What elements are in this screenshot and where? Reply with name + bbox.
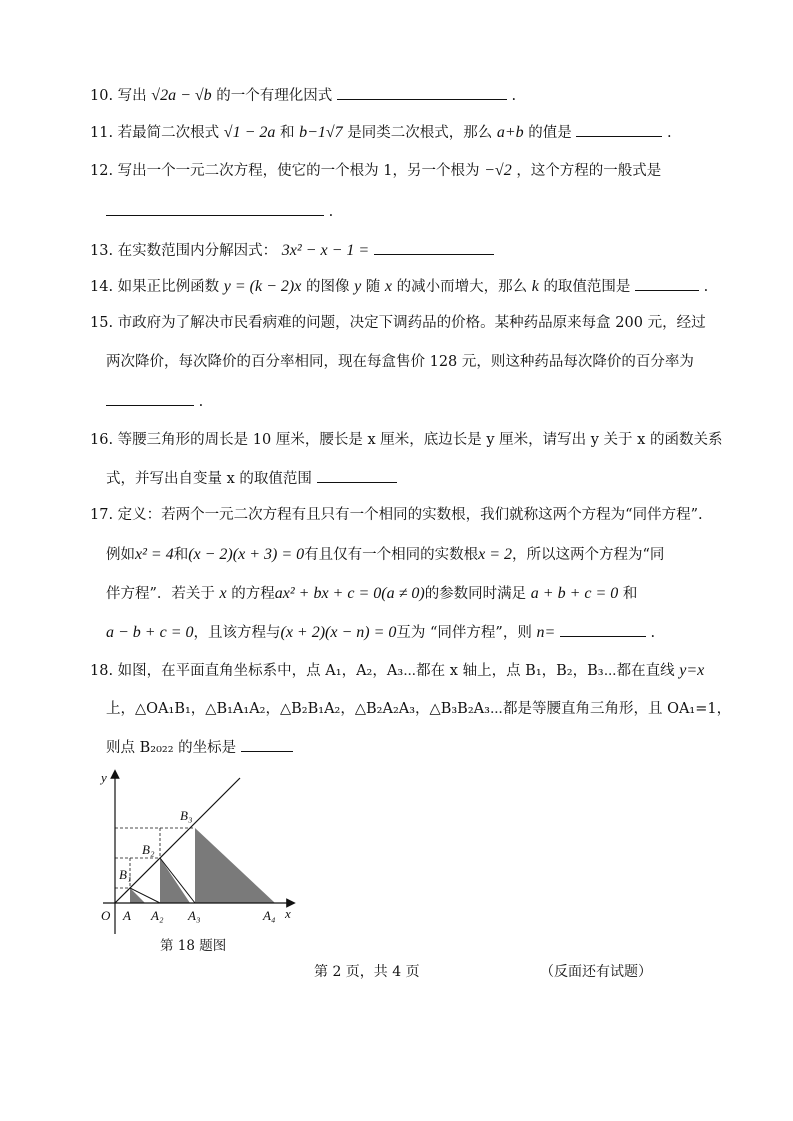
page-number: 第 2 页，共 4 页 <box>314 964 420 980</box>
question-12-line-2: . <box>106 201 703 222</box>
question-number: 13. <box>90 243 114 259</box>
label-a4: A₄ <box>263 908 276 923</box>
label-b3: B₃ <box>180 808 193 823</box>
question-10: 10. 写出 √2a − √b 的一个有理化因式 . <box>90 87 517 104</box>
question-15-line-2: 两次降价，每次降价的百分率相同，现在每盒售价 128 元，则这种药品每次降价的百分率为 <box>106 354 694 370</box>
figure-caption: 第 18 题图 <box>160 938 227 954</box>
question-number: 18. <box>90 663 114 679</box>
question-18: 18. 如图，在平面直角坐标系中，点 A₁，A₂，A₃⋯都在 x 轴上，点 B₁，B₂，B₃⋯都在直线 y=x <box>90 662 705 679</box>
triangle-b2-a2-a3 <box>160 858 190 903</box>
triangle-b3-a3-a4 <box>195 828 275 903</box>
label-y: y <box>101 770 107 785</box>
math-expression: a − b + c = 0 <box>106 624 194 641</box>
question-16: 16. 等腰三角形的周长是 10 厘米，腰长是 x 厘米，底边长是 y 厘米，请写出 y 关于 x 的函数关系 <box>90 432 723 448</box>
label-a2: A₂ <box>151 908 164 923</box>
question-number: 10. <box>90 88 114 104</box>
label-a1: A <box>123 908 131 923</box>
question-15: 15. 市政府为了解决市民看病难的问题，决定下调药品的价格。某种药品原来每盒 200 元，经过 <box>90 315 706 331</box>
question-18-line-3: 则点 B₂₀₂₂ 的坐标是 <box>106 737 703 758</box>
math-expression: √2a − √b <box>151 87 212 104</box>
question-11: 11. 若最简二次根式 √1 − 2a 和 b−1√7 是同类二次根式，那么 a+b 的值是 . <box>90 124 672 141</box>
question-15-line-3: . <box>106 391 703 412</box>
answer-blank[interactable] <box>106 391 194 406</box>
math-expression: y=x <box>679 662 705 679</box>
label-x: x <box>285 906 291 921</box>
math-expression: x² = 4 <box>135 546 174 563</box>
question-number: 15. <box>90 315 114 331</box>
math-expression: x = 2 <box>478 546 513 563</box>
math-expression: (x − 2)(x + 3) = 0 <box>188 546 305 563</box>
math-expression: √1 − 2a <box>223 124 276 141</box>
question-16-line-2: 式，并写出自变量 x 的取值范围 <box>106 468 703 489</box>
answer-blank[interactable] <box>241 737 293 752</box>
answer-blank[interactable] <box>635 276 699 291</box>
answer-blank[interactable] <box>337 85 507 100</box>
question-17: 17. 定义：若两个一元二次方程有且只有一个相同的实数根，我们就称这两个方程为“同伴方程”. <box>90 507 703 523</box>
math-expression: a + b + c = 0 <box>530 585 619 602</box>
label-b1: B₁ <box>119 867 132 882</box>
label-origin: O <box>101 908 111 923</box>
question-number: 12. <box>90 163 114 179</box>
question-18-line-2: 上，△OA₁B₁，△B₁A₁A₂，△B₂B₁A₂，△B₂A₂A₃，△B₃B₂A₃⋯都是等腰直角三角形，且 OA₁=1， <box>106 701 732 717</box>
question-17-line-4: a − b + c = 0，且该方程与(x + 2)(x − n) = 0互为 “同伴方程”，则 n= . <box>106 624 656 641</box>
label-b2: B₂ <box>142 842 155 857</box>
question-17-line-2: 例如x² = 4和(x − 2)(x + 3) = 0有且仅有一个相同的实数根x = 2，所以这两个方程为“同 <box>106 546 665 563</box>
question-13: 13. 在实数范围内分解因式： 3x² − x − 1 = <box>90 240 703 261</box>
math-expression: −√2 <box>484 162 512 179</box>
label-a3: A₃ <box>188 908 201 923</box>
answer-blank[interactable] <box>560 622 646 637</box>
question-number: 16. <box>90 432 114 448</box>
question-12: 12. 写出一个一元二次方程，使它的一个根为 1，另一个根为 −√2 ，这个方程的一般式是 <box>90 162 662 179</box>
coordinate-figure <box>95 762 310 937</box>
answer-blank[interactable] <box>106 201 324 216</box>
question-14: 14. 如果正比例函数 y = (k − 2)x 的图像 y 随 x 的减小而增大，那么 k 的取值范围是 . <box>90 278 709 295</box>
math-expression: (x + 2)(x − n) = 0 <box>280 624 397 641</box>
answer-blank[interactable] <box>576 122 662 137</box>
math-expression: 3x² − x − 1 = <box>281 242 370 259</box>
answer-blank[interactable] <box>317 468 397 483</box>
question-17-line-3: 伴方程”．若关于 x 的方程ax² + bx + c = 0(a ≠ 0)的参数同时满足 a + b + c = 0 和 <box>106 585 638 602</box>
math-expression: b−1√7 <box>299 124 343 141</box>
question-number: 11. <box>90 125 114 141</box>
question-number: 17. <box>90 507 114 523</box>
math-expression: ax² + bx + c = 0(a ≠ 0) <box>274 585 425 602</box>
question-number: 14. <box>90 279 114 295</box>
answer-blank[interactable] <box>374 240 494 255</box>
math-expression: y = (k − 2)x <box>223 278 302 295</box>
triangle-b1-a1-a2 <box>130 888 145 903</box>
footer-note: （反面还有试题） <box>540 964 652 980</box>
